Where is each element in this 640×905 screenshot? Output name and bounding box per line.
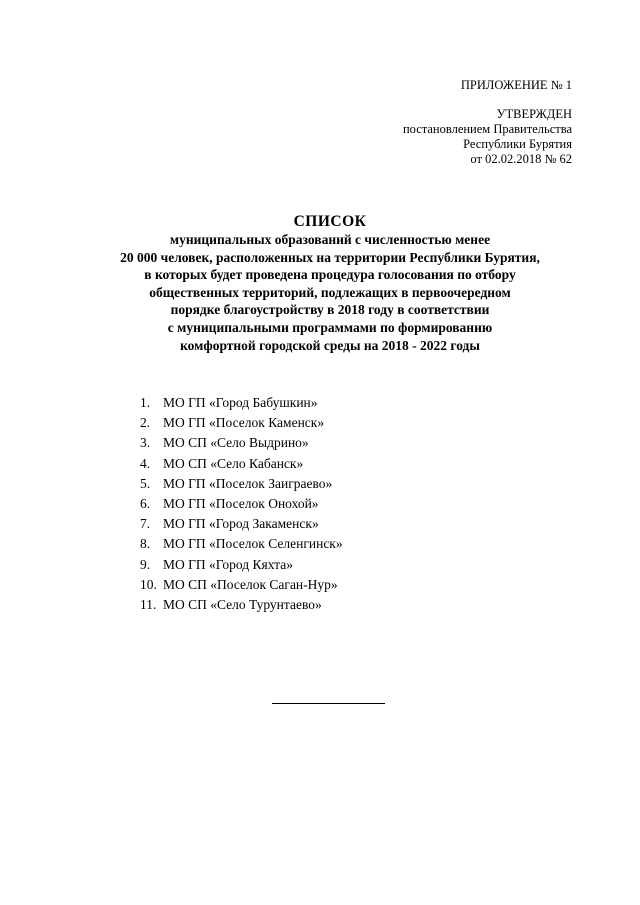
list-item-number: 7. — [140, 516, 151, 532]
list-item-text: МО ГП «Город Бабушкин» — [163, 395, 318, 410]
list-item-text: МО ГП «Город Кяхта» — [163, 556, 293, 572]
list-item-number: 3. — [140, 435, 151, 451]
approval-line: постановлением Правительства — [402, 122, 572, 136]
list-item-text: МО СП «Поселок Саган-Нур» — [163, 576, 338, 592]
approval-line: от 02.02.2018 № 62 — [470, 152, 572, 166]
subtitle-line: комфортной городской среды на 2018 - 2022 годы — [180, 337, 480, 353]
list-item — [140, 555, 343, 575]
document-heading: СПИСОК — [293, 213, 367, 230]
subtitle-line: муниципальных образований с численностью менее — [169, 232, 491, 247]
list-item-number: 10. — [140, 576, 157, 592]
list-item-text: МО ГП «Поселок Селенгинск» — [163, 536, 343, 552]
list-item — [140, 413, 343, 433]
subtitle-line: с муниципальными программами по формированию — [167, 319, 493, 335]
list-item — [140, 393, 343, 413]
subtitle-line: порядке благоустройству в 2018 году в соответствии — [170, 302, 490, 318]
list-item — [140, 575, 343, 595]
list-item-text: МО СП «Село Кабанск» — [163, 455, 304, 471]
list-item-number: 9. — [140, 556, 151, 572]
list-item — [140, 454, 343, 474]
list-item-number: 6. — [140, 496, 151, 512]
list-item — [140, 534, 343, 554]
list-item-text: МО СП «Село Турунтаево» — [163, 597, 322, 613]
list-item-number: 11. — [140, 597, 157, 613]
list-item-number: 8. — [140, 536, 151, 552]
approval-line: УТВЕРЖДЕН — [496, 107, 572, 121]
subtitle-line: 20 000 человек, расположенных на территории Республики Бурятия, — [120, 249, 540, 265]
list-item-text: МО ГП «Поселок Заиграево» — [163, 475, 333, 491]
document-title-block — [60, 212, 600, 354]
list-item — [140, 514, 343, 534]
list-item-text: МО ГП «Город Закаменск» — [163, 516, 319, 532]
appendix-label: ПРИЛОЖЕНИЕ № 1 — [460, 78, 572, 92]
list-item-text: МО ГП «Поселок Каменск» — [163, 415, 325, 431]
approval-line: Республики Бурятия — [463, 137, 572, 151]
closing-divider — [272, 703, 385, 704]
list-item — [140, 595, 343, 615]
list-item — [140, 474, 343, 494]
list-item-number: 4. — [140, 455, 151, 471]
subtitle-line: в которых будет проведена процедура голосования по отбору — [144, 267, 516, 283]
list-item-number: 1. — [140, 395, 151, 410]
list-item-number: 2. — [140, 415, 151, 431]
list-item — [140, 433, 343, 453]
list-item-text: МО СП «Село Выдрино» — [163, 435, 309, 451]
list-item-number: 5. — [140, 475, 151, 491]
subtitle-line: общественных территорий, подлежащих в первоочередном — [149, 284, 511, 300]
list-item-text: МО ГП «Поселок Онохой» — [163, 496, 319, 512]
approval-block — [403, 107, 572, 167]
list-item — [140, 494, 343, 514]
municipality-list — [140, 393, 343, 615]
